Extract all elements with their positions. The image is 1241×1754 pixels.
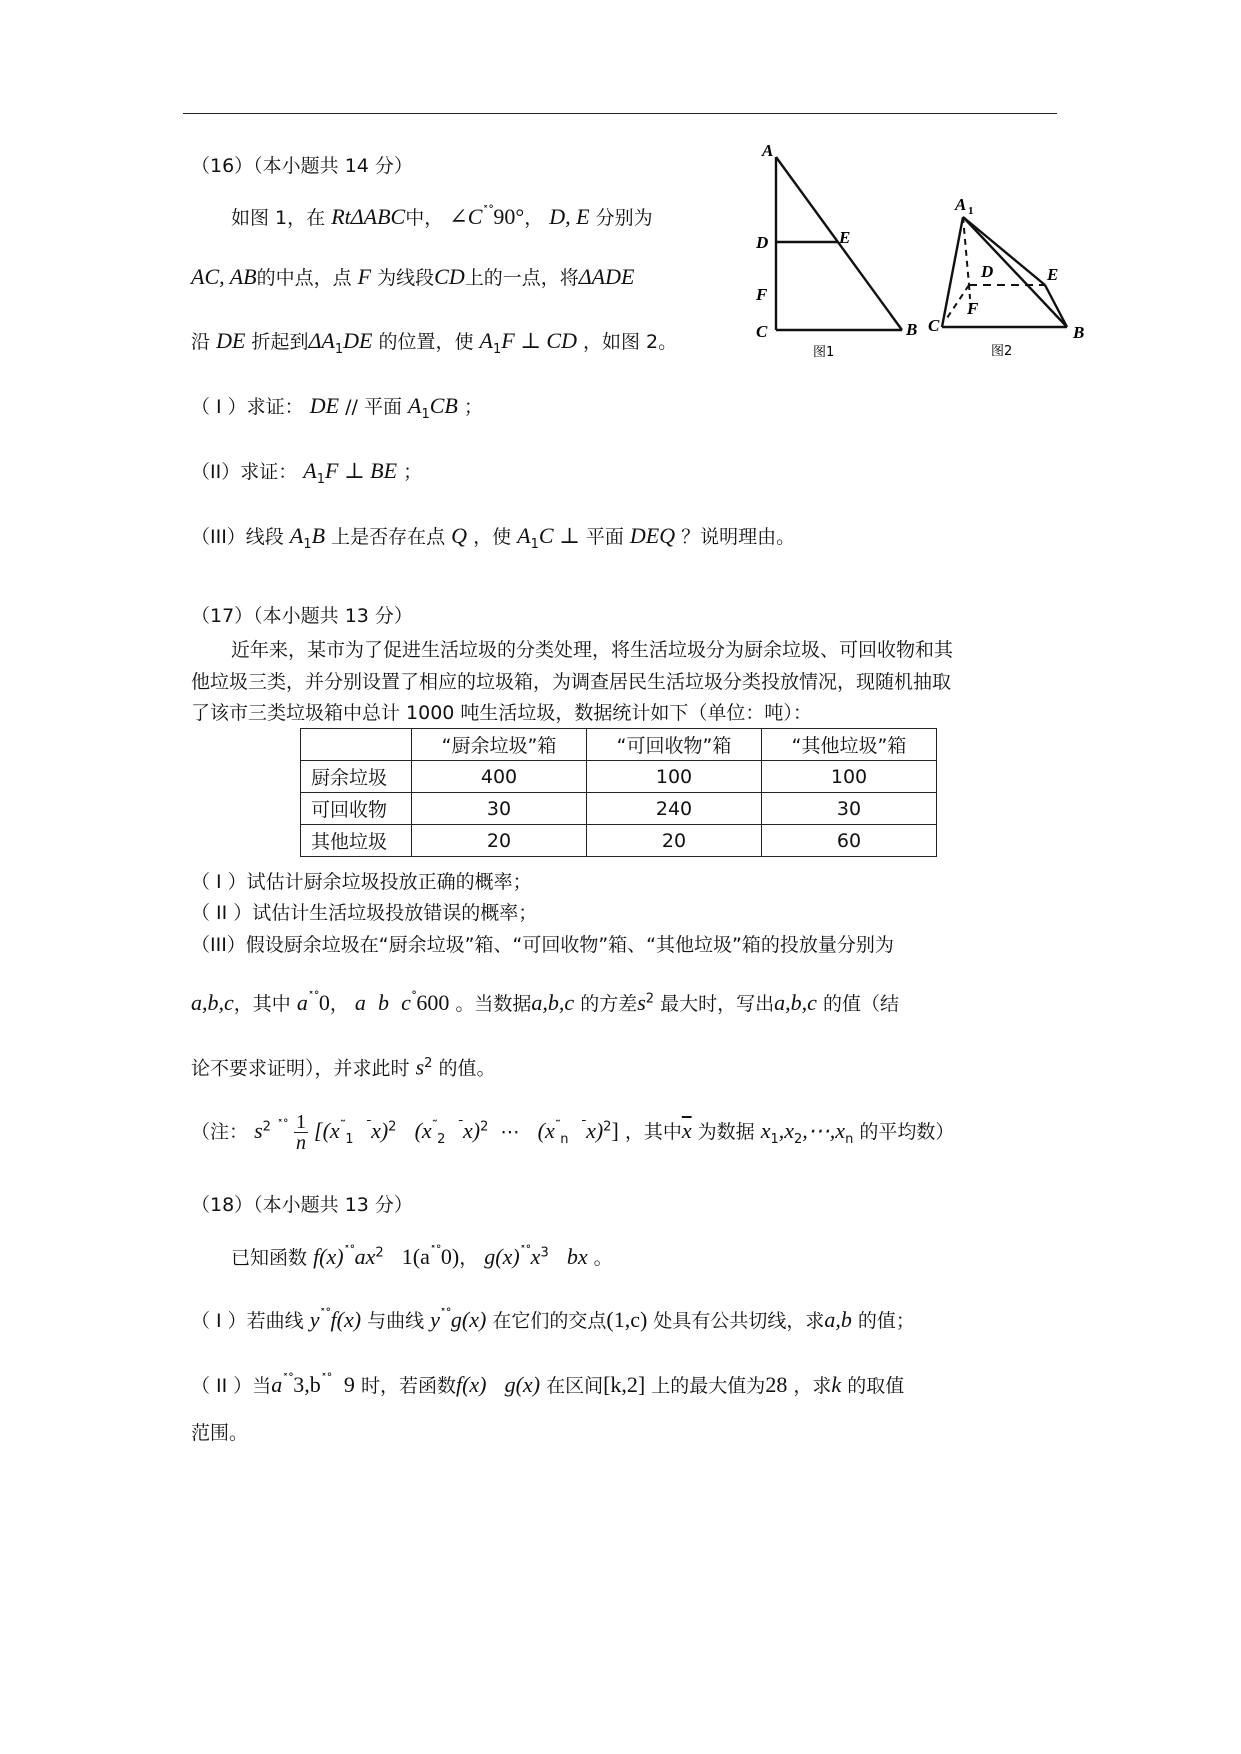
figure-2 — [925, 190, 1100, 360]
fig1-label-d: D — [756, 233, 769, 252]
q17-note: （注： $s^2$ ˟˚ $\frac{1}{n}$ [($x^˜_1$ ¯x)$^2$ ($x^˜_2$ ¯x)$^2$ ⋯ ($x^˜_n$ ¯x)$^2$] ，其中$\overline{x}$ 为数据 $x_1,x_2,\cdots,x_n$ 的平均数） — [191, 1111, 955, 1154]
fig2-caption: 图2 — [991, 344, 1013, 359]
table-cell: 240 — [587, 793, 762, 825]
fraction: $\frac{1}{n}$ — [296, 1111, 306, 1154]
table-header-cell: “其他垃圾”箱 — [762, 729, 937, 761]
table-row — [301, 825, 937, 857]
table-cell: 30 — [412, 793, 587, 825]
q17-header: （17）（本小题共 13 分） — [191, 605, 413, 627]
fig1-label-c: C — [756, 322, 768, 341]
q17-intro-1: 近年来，某市为了促进生活垃圾的分类处理，将生活垃圾分为厨余垃圾、可回收物和其 — [231, 639, 954, 661]
table-row — [301, 793, 937, 825]
fig2-label-c: C — [928, 316, 940, 335]
table-header-row — [301, 729, 937, 761]
fig1-label-a: A — [762, 141, 774, 160]
table-row-label: 其他垃圾 — [301, 825, 412, 857]
fig2-label-d: D — [981, 262, 994, 281]
table-header-cell — [301, 729, 412, 761]
fig2-label-b: B — [1073, 323, 1085, 342]
fig1-label-b: B — [906, 320, 918, 339]
q17-part3: （III）假设厨余垃圾在“厨余垃圾”箱、“可回收物”箱、“其他垃圾”箱的投放量分别为 — [191, 934, 894, 956]
fig1-label-e: E — [839, 228, 851, 247]
q16-line2: AC, AB的中点，点 F 为线段CD上的一点，将ΔADE — [191, 264, 635, 289]
table-header-cell: “厨余垃圾”箱 — [412, 729, 587, 761]
q18-line1: 已知函数 $f(x)^{˟˚}ax^2$ 1(a˟˚0)， $g(x)^{˟˚}x^3$ bx 。 — [231, 1244, 613, 1269]
q18-part2: （ II ）当a˟˚3,b˟˚ 9 时，若函数f(x) g(x) 在区间[k,2] 上的最大值为28 ，求k 的取值 — [191, 1372, 905, 1397]
q17-part2: （ II ）试估计生活垃圾投放错误的概率； — [191, 902, 538, 924]
table-row-label: 可回收物 — [301, 793, 412, 825]
table-cell: 100 — [587, 761, 762, 793]
fig1-caption: 图1 — [813, 345, 835, 360]
fig2-label-e: E — [1047, 265, 1059, 284]
q16-line3: 沿 DE 折起到$\Delta A_1DE$ 的位置，使 $A_1F$ ⊥ CD ，如图 2。 — [191, 328, 678, 357]
figure-1 — [750, 140, 930, 365]
table-cell: 30 — [762, 793, 937, 825]
q16-part1: （ I ）求证： DE // 平面 $A_1CB$ ； — [191, 393, 483, 422]
q16-part2: （II）求证： $A_1F$ ⊥ BE ； — [191, 458, 423, 487]
table-cell: 400 — [412, 761, 587, 793]
table-header-cell: “可回收物”箱 — [587, 729, 762, 761]
q16-part3: （III）线段 $A_1B$ 上是否存在点 Q ，使 $A_1C$ ⊥ 平面 DEQ ？说明理由。 — [191, 523, 796, 552]
table-row — [301, 761, 937, 793]
fig2-label-a1: A — [955, 195, 967, 214]
header-rule — [183, 113, 1057, 114]
q17-intro-2: 他垃圾三类，并分别设置了相应的垃圾箱，为调查居民生活垃圾分类投放情况，现随机抽取 — [191, 671, 952, 693]
table-cell: 20 — [587, 825, 762, 857]
table-row-label: 厨余垃圾 — [301, 761, 412, 793]
q16-header: （16）（本小题共 14 分） — [191, 155, 413, 177]
q17-intro-3: 了该市三类垃圾箱中总计 1000 吨生活垃圾，数据统计如下（单位：吨）： — [191, 702, 812, 724]
fig2-label-a1-sub: 1 — [968, 205, 974, 217]
table-cell: 60 — [762, 825, 937, 857]
q18-part1: （ I ）若曲线 y˟˚f(x) 与曲线 y˟˚g(x) 在它们的交点(1,c) 处具有公共切线，求a,b 的值； — [191, 1307, 915, 1332]
q18-part2-line2: 范围。 — [191, 1422, 249, 1444]
fig1-label-f: F — [756, 285, 768, 304]
q17-part3-line3: 论不要求证明），并求此时 $s^2$ 的值。 — [191, 1054, 496, 1080]
q18-header: （18）（本小题共 13 分） — [191, 1194, 413, 1216]
table-cell: 20 — [412, 825, 587, 857]
q17-part1: （ I ）试估计厨余垃圾投放正确的概率； — [191, 871, 532, 893]
q16-line1: 如图 1，在 RtΔABC中， ∠C˟˚90°， D, E 分别为 — [231, 204, 653, 229]
table-cell: 100 — [762, 761, 937, 793]
data-table — [300, 728, 937, 857]
fig2-label-f: F — [967, 299, 979, 318]
q17-part3-line2: a,b,c，其中 a˟˚0， a b c˚600 。当数据a,b,c 的方差$s^2$ 最大时，写出a,b,c 的值（结 — [191, 990, 899, 1015]
